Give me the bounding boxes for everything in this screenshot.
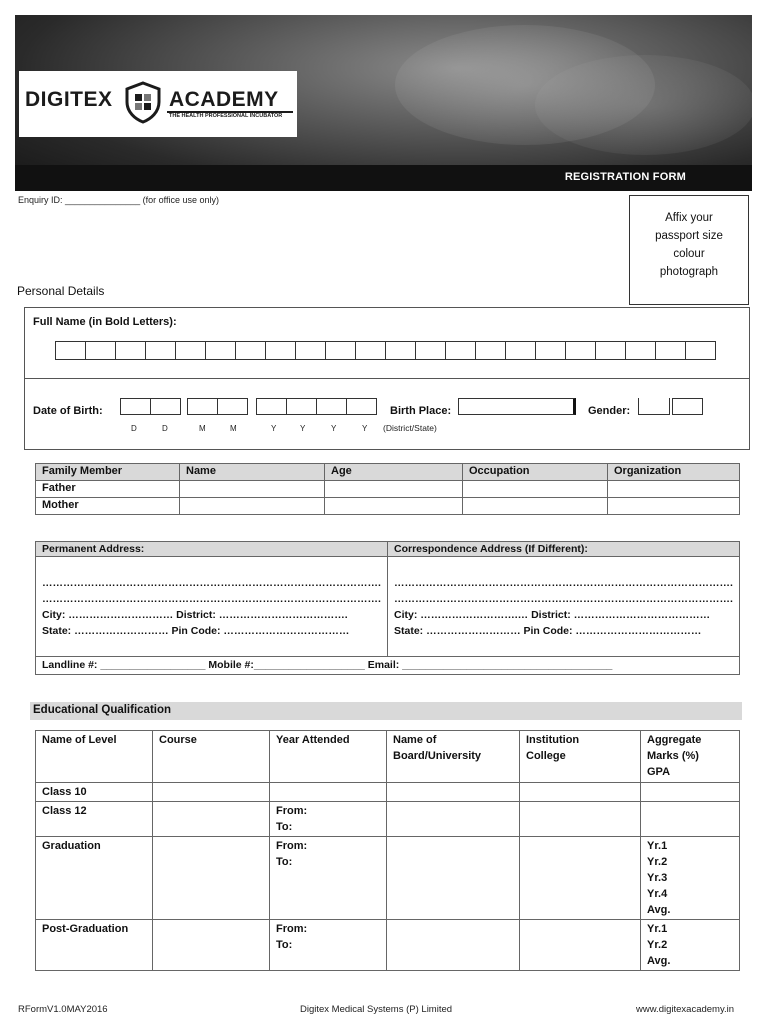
brand-tagline: THE HEALTH PROFESSIONAL INCUBATOR: [169, 113, 283, 119]
name-letter-cell[interactable]: [295, 341, 326, 360]
edu-marks-cell[interactable]: [641, 802, 740, 837]
birth-place-field[interactable]: [458, 398, 576, 415]
educational-qualification-heading: Educational Qualification: [30, 702, 742, 720]
edu-board-cell[interactable]: [387, 920, 520, 971]
permanent-address-cell[interactable]: [36, 557, 388, 657]
footer-company: Digitex Medical Systems (P) Limited: [300, 1004, 453, 1015]
family-header-occupation: Occupation: [463, 464, 608, 481]
name-letter-cell[interactable]: [505, 341, 536, 360]
correspondence-address-label: Correspondence Address (If Different):: [388, 542, 740, 557]
edu-marks-cell[interactable]: Yr.1 Yr.2 Yr.3 Yr.4 Avg.: [641, 837, 740, 920]
address-table: [35, 541, 740, 675]
edu-institution-cell[interactable]: [520, 920, 641, 971]
photo-line-2: passport size: [655, 230, 723, 242]
name-letter-cell[interactable]: [445, 341, 476, 360]
edu-marks-cell[interactable]: [641, 783, 740, 802]
edu-course-cell[interactable]: [153, 783, 270, 802]
name-letter-cell[interactable]: [85, 341, 116, 360]
contact-line[interactable]: Landline #: __________________ Mobile #:___________________ Email: ____________________________________: [36, 657, 740, 675]
footer-website[interactable]: www.digitexacademy.in: [636, 1004, 735, 1015]
family-header-member: Family Member: [36, 464, 180, 481]
name-letter-cell[interactable]: [415, 341, 446, 360]
birth-place-label: Birth Place:: [390, 405, 452, 417]
name-letter-cell[interactable]: [625, 341, 656, 360]
edu-institution-cell[interactable]: [520, 783, 641, 802]
edu-marks-cell[interactable]: Yr.1 Yr.2 Avg.: [641, 920, 740, 971]
name-letter-cell[interactable]: [205, 341, 236, 360]
edu-institution-cell[interactable]: [520, 837, 641, 920]
brand-left: DIGITEX: [25, 88, 113, 111]
footer-form-version: RFormV1.0MAY2016: [18, 1004, 108, 1015]
header-banner: [15, 15, 752, 191]
name-letter-cell[interactable]: [475, 341, 506, 360]
father-occupation-cell[interactable]: [463, 481, 608, 498]
edu-course-cell[interactable]: [153, 802, 270, 837]
dob-letter: Y: [362, 424, 368, 433]
dob-day-cells[interactable]: [120, 398, 180, 415]
dob-section: [24, 378, 750, 450]
edu-institution-cell[interactable]: [520, 802, 641, 837]
name-letter-cell[interactable]: [535, 341, 566, 360]
city-district-line: City: ………………………… District: ……………………………….: [42, 609, 348, 621]
family-header-organization: Organization: [608, 464, 740, 481]
table-row: [36, 481, 740, 498]
table-row: [36, 498, 740, 515]
edu-level-class12: Class 12: [36, 802, 153, 837]
name-letter-cell[interactable]: [355, 341, 386, 360]
table-row: [36, 837, 740, 920]
edu-board-cell[interactable]: [387, 802, 520, 837]
name-letter-cell[interactable]: [115, 341, 146, 360]
edu-header-institution: Institution College: [520, 731, 641, 783]
edu-course-cell[interactable]: [153, 837, 270, 920]
education-table: [35, 730, 740, 971]
table-row: [36, 920, 740, 971]
state-pin-line: State: ……………………… Pin Code: ………………………………: [394, 625, 702, 637]
name-letter-cell[interactable]: [145, 341, 176, 360]
edu-level-graduation: Graduation: [36, 837, 153, 920]
name-letter-cell[interactable]: [655, 341, 686, 360]
edu-header-year: Year Attended: [270, 731, 387, 783]
edu-year-cell[interactable]: [270, 783, 387, 802]
name-letter-cell[interactable]: [265, 341, 296, 360]
address-line: …………………………………………………………………………………….: [394, 593, 733, 605]
name-letter-cell[interactable]: [175, 341, 206, 360]
father-age-cell[interactable]: [325, 481, 463, 498]
name-letter-cell[interactable]: [385, 341, 416, 360]
name-letter-cell[interactable]: [595, 341, 626, 360]
mother-organization-cell[interactable]: [608, 498, 740, 515]
edu-year-cell[interactable]: From: To:: [270, 920, 387, 971]
family-row-father: Father: [36, 481, 180, 498]
name-letter-cell[interactable]: [325, 341, 356, 360]
dob-year-cells[interactable]: [256, 398, 376, 415]
dob-letter: Y: [331, 424, 337, 433]
edu-board-cell[interactable]: [387, 837, 520, 920]
address-line: …………………………………………………………………………………….: [42, 577, 381, 589]
digitex-academy-logo: [19, 71, 297, 137]
edu-year-cell[interactable]: From: To:: [270, 837, 387, 920]
correspondence-address-cell[interactable]: [388, 557, 740, 657]
family-header-name: Name: [180, 464, 325, 481]
mother-age-cell[interactable]: [325, 498, 463, 515]
dob-letter: Y: [271, 424, 277, 433]
dob-label: Date of Birth:: [33, 405, 103, 417]
address-line: …………………………………………………………………………………….: [394, 577, 733, 589]
personal-details-heading: Personal Details: [17, 284, 105, 298]
edu-level-postgraduation: Post-Graduation: [36, 920, 153, 971]
enquiry-id-line[interactable]: Enquiry ID: _______________ (for office use only): [18, 195, 219, 205]
dob-letter: D: [162, 424, 168, 433]
name-letter-cell[interactable]: [685, 341, 716, 360]
edu-header-marks: Aggregate Marks (%) GPA: [641, 731, 740, 783]
state-pin-line: State: ……………………… Pin Code: ………………………………: [42, 625, 350, 637]
birth-place-hint: (District/State): [383, 423, 437, 433]
edu-year-cell[interactable]: From: To:: [270, 802, 387, 837]
gender-field-1[interactable]: [638, 398, 670, 415]
dob-letter: D: [131, 424, 137, 433]
father-organization-cell[interactable]: [608, 481, 740, 498]
brand-right: ACADEMY: [169, 88, 279, 111]
name-letter-cell[interactable]: [565, 341, 596, 360]
dob-letter: M: [230, 424, 237, 433]
photo-line-4: photograph: [659, 266, 719, 278]
gender-label: Gender:: [588, 405, 631, 417]
father-name-cell[interactable]: [180, 481, 325, 498]
permanent-address-label: Permanent Address:: [36, 542, 388, 557]
full-name-label: Full Name (in Bold Letters):: [33, 316, 177, 328]
mother-occupation-cell[interactable]: [463, 498, 608, 515]
full-name-cells[interactable]: [55, 341, 715, 360]
edu-header-board: Name of Board/University: [387, 731, 520, 783]
edu-header-level: Name of Level: [36, 731, 153, 783]
full-name-section: [24, 307, 750, 379]
family-table: [35, 463, 740, 515]
mother-name-cell[interactable]: [180, 498, 325, 515]
name-letter-cell[interactable]: [235, 341, 266, 360]
edu-board-cell[interactable]: [387, 783, 520, 802]
photo-box: [629, 195, 749, 305]
form-title: REGISTRATION FORM: [564, 171, 686, 183]
name-letter-cell[interactable]: [55, 341, 86, 360]
edu-header-course: Course: [153, 731, 270, 783]
shield-icon: [121, 80, 165, 124]
dob-month-cells[interactable]: [187, 398, 247, 415]
address-line: …………………………………………………………………………………….: [42, 593, 381, 605]
dob-letter: Y: [300, 424, 306, 433]
dob-letter: M: [199, 424, 206, 433]
family-row-mother: Mother: [36, 498, 180, 515]
edu-course-cell[interactable]: [153, 920, 270, 971]
table-row: [36, 783, 740, 802]
city-district-line: City: ……………………….… District: …………………………………: [394, 609, 711, 621]
photo-line-1: Affix your: [665, 212, 713, 224]
family-header-age: Age: [325, 464, 463, 481]
edu-level-class10: Class 10: [36, 783, 153, 802]
table-row: [36, 802, 740, 837]
photo-line-3: colour: [673, 248, 705, 260]
gender-field-2[interactable]: [672, 398, 703, 415]
